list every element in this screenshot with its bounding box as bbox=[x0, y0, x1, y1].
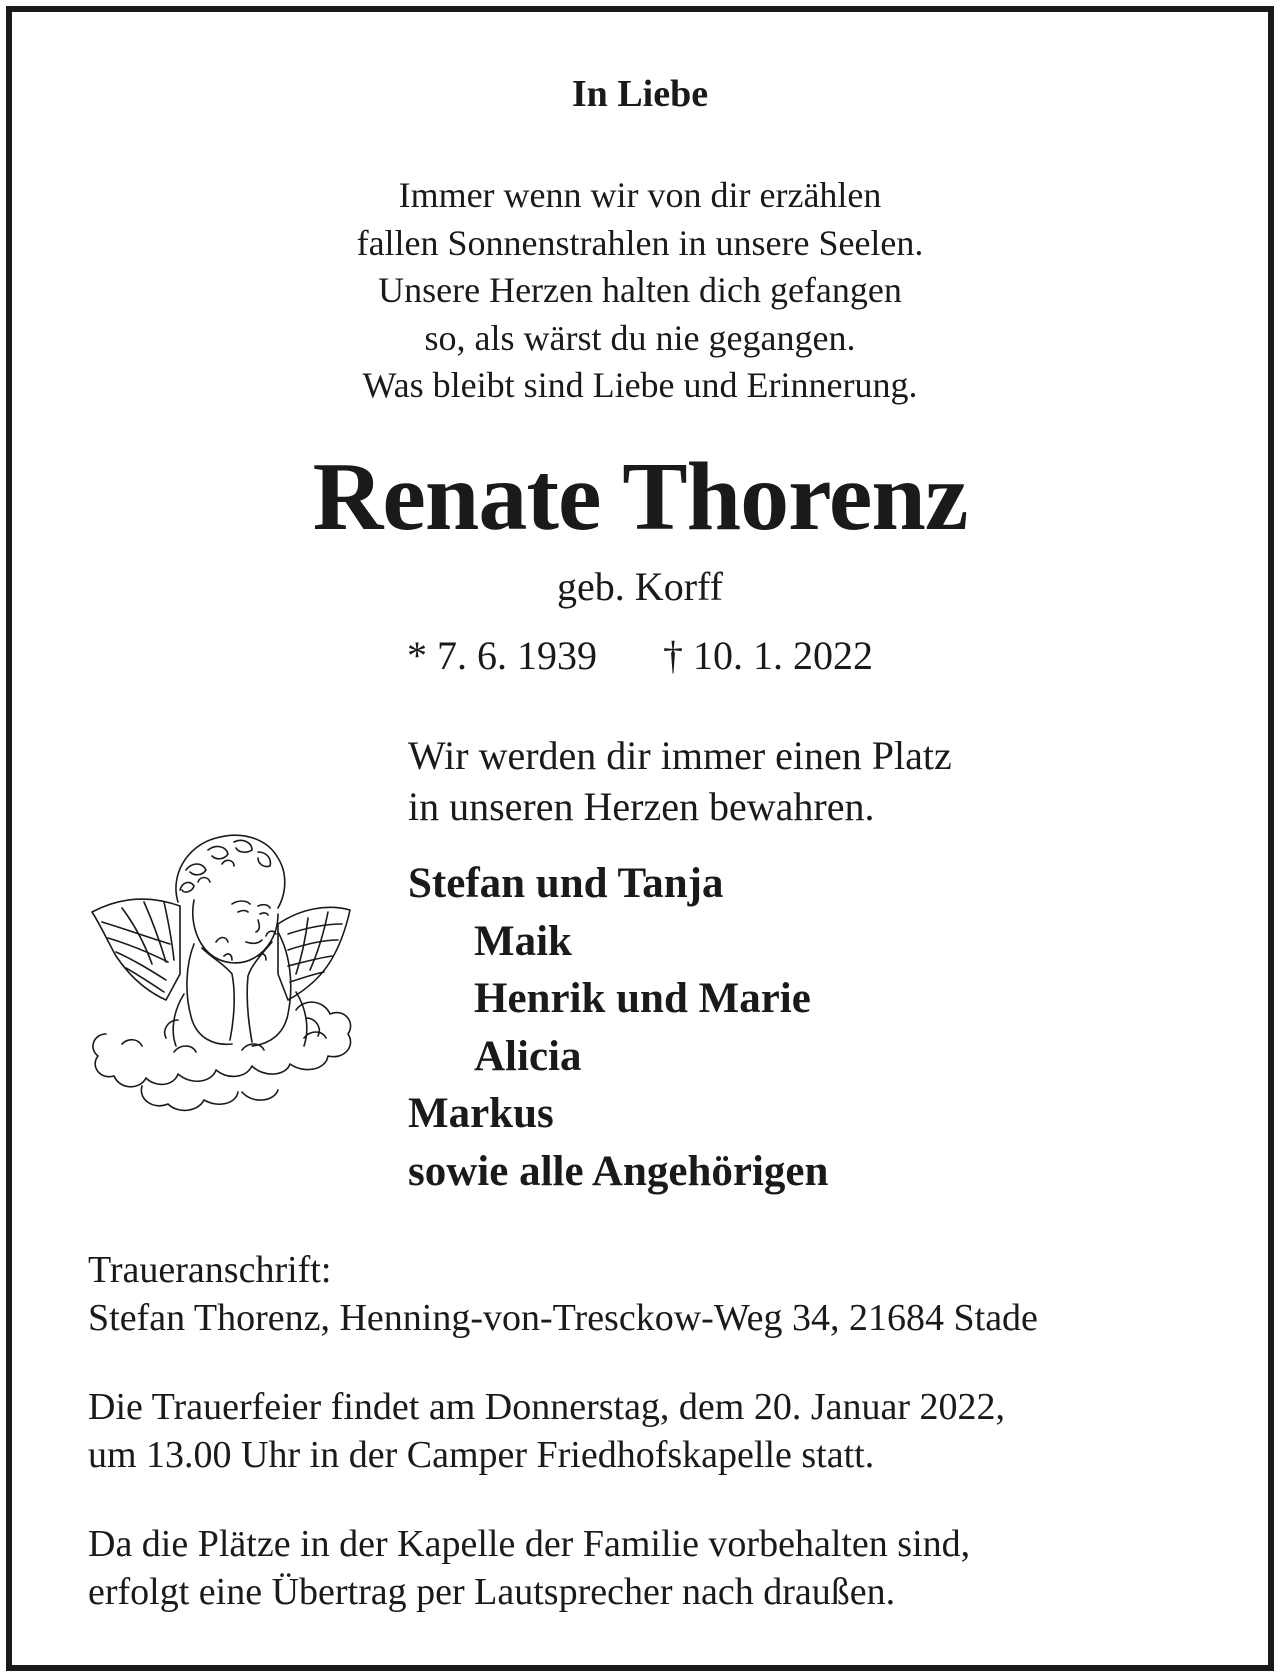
note-line: erfolgt eine Übertrag per Lautsprecher nach draußen. bbox=[88, 1571, 896, 1613]
ceremony-info bbox=[88, 1383, 1005, 1479]
address-label: Traueranschrift: bbox=[88, 1249, 332, 1291]
address-line: Stefan Thorenz, Henning-von-Tresckow-Weg 34, 21684 Stade bbox=[88, 1297, 1038, 1339]
survivor-line: Henrik und Marie bbox=[474, 975, 811, 1022]
angel-icon bbox=[82, 824, 382, 1114]
survivor-line: Stefan und Tanja bbox=[408, 860, 724, 907]
headline: In Liebe bbox=[571, 73, 709, 115]
poem-line: Was bleibt sind Liebe und Erinnerung. bbox=[362, 365, 918, 405]
poem bbox=[12, 172, 1268, 410]
survivor-line: Markus bbox=[408, 1090, 554, 1137]
poem-line: Unsere Herzen halten dich gefangen bbox=[378, 270, 902, 310]
life-dates bbox=[12, 632, 1268, 679]
survivor-line: sowie alle Angehörigen bbox=[408, 1147, 829, 1195]
survivors bbox=[408, 855, 828, 1200]
poem-line: Immer wenn wir von dir erzählen bbox=[398, 175, 882, 215]
ceremony-line: um 13.00 Uhr in der Camper Friedhofskapelle statt. bbox=[88, 1434, 875, 1476]
quote-line: Wir werden dir immer einen Platz bbox=[408, 733, 952, 778]
survivor-line: Alicia bbox=[474, 1032, 582, 1080]
quote bbox=[408, 730, 952, 832]
seating-note bbox=[88, 1520, 970, 1616]
poem-line: fallen Sonnenstrahlen in unsere Seelen. bbox=[356, 222, 924, 263]
death-date: † 10. 1. 2022 bbox=[663, 633, 873, 678]
deceased-name: Renate Thorenz bbox=[312, 443, 968, 551]
note-line: Da die Plätze in der Kapelle der Familie vorbehalten sind, bbox=[88, 1523, 971, 1565]
ceremony-line: Die Trauerfeier findet am Donnerstag, dem 20. Januar 2022, bbox=[88, 1386, 1006, 1428]
birth-date: * 7. 6. 1939 bbox=[407, 633, 597, 678]
obituary-frame bbox=[6, 6, 1274, 1671]
survivor-line: Maik bbox=[474, 917, 572, 965]
poem-line: so, als wärst du nie gegangen. bbox=[424, 317, 856, 358]
quote-line: in unseren Herzen bewahren. bbox=[408, 784, 875, 829]
maiden-name: geb. Korff bbox=[557, 564, 723, 609]
mourning-address bbox=[88, 1246, 1038, 1342]
